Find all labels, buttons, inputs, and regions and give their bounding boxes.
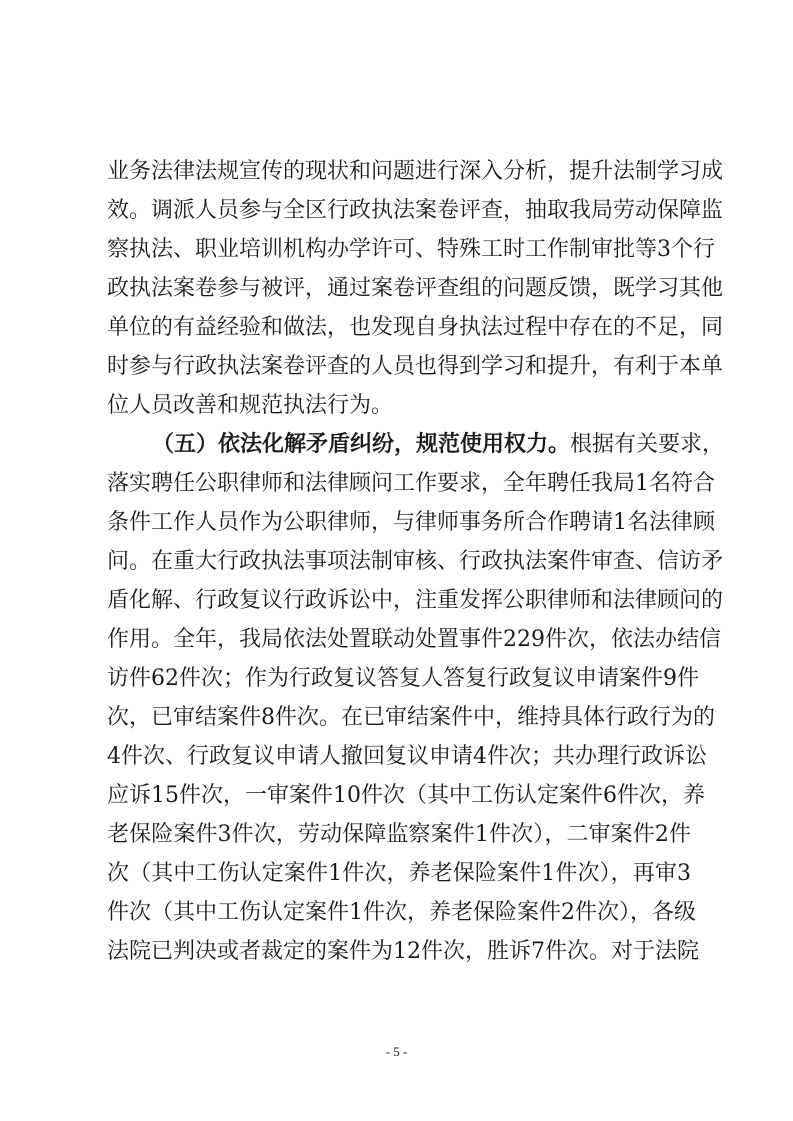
text-line: 单位的有益经验和做法，也发现自身执法过程中存在的不足，同 xyxy=(107,315,724,340)
text-line: 作用。全年，我局依法处置联动处置事件229件次，依法办结信 xyxy=(107,627,721,652)
text-line: 4件次、行政复议申请人撤回复议申请4件次；共办理行政诉讼 xyxy=(107,744,707,769)
text-line: 政执法案卷参与被评，通过案卷评查组的问题反馈，既学习其他 xyxy=(107,276,724,301)
text-line: 业务法律法规宣传的现状和问题进行深入分析，提升法制学习成 xyxy=(107,159,724,184)
text-line: 法院已判决或者裁定的案件为12件次，胜诉7件次。对于法院 xyxy=(107,939,699,964)
text-line: 访件62件次；作为行政复议答复人答复行政复议申请案件9件 xyxy=(107,666,699,691)
body-text xyxy=(107,152,725,971)
text-line: 应诉15件次，一审案件10件次（其中工伤认定案件6件次，养 xyxy=(107,783,705,808)
text-line: 问。在重大行政执法事项法制审核、行政执法案件审查、信访矛 xyxy=(107,549,724,574)
text-line: 盾化解、行政复议行政诉讼中，注重发挥公职律师和法律顾问的 xyxy=(107,588,724,613)
page-number: - 5 - xyxy=(385,1044,408,1059)
text-line: 落实聘任公职律师和法律顾问工作要求，全年聘任我局1名符合 xyxy=(107,471,715,496)
text-line: 效。调派人员参与全区行政执法案卷评查，抽取我局劳动保障监 xyxy=(107,198,724,223)
text-line: 件次（其中工伤认定案件1件次，养老保险案件2件次），各级 xyxy=(107,900,696,925)
section-heading-rest: 根据有关要求， xyxy=(570,432,725,457)
text-line: 老保险案件3件次，劳动保障监察案件1件次），二审案件2件 xyxy=(107,822,691,847)
text-line: 次，已审结案件8件次。在已审结案件中，维持具体行政行为的 xyxy=(107,705,715,730)
text-line: 条件工作人员作为公职律师，与律师事务所合作聘请1名法律顾 xyxy=(107,510,715,535)
section-heading-line xyxy=(107,425,725,464)
section-heading: （五）依法化解矛盾纠纷，规范使用权力。 xyxy=(152,431,571,457)
text-line: 时参与行政执法案卷评查的人员也得到学习和提升，有利于本单 xyxy=(107,354,724,379)
text-line: 察执法、职业培训机构办学许可、特殊工时工作制审批等3个行 xyxy=(107,237,715,262)
text-line: 次（其中工伤认定案件1件次，养老保险案件1件次），再审3 xyxy=(107,861,691,886)
text-line: 位人员改善和规范执法行为。 xyxy=(107,393,394,418)
